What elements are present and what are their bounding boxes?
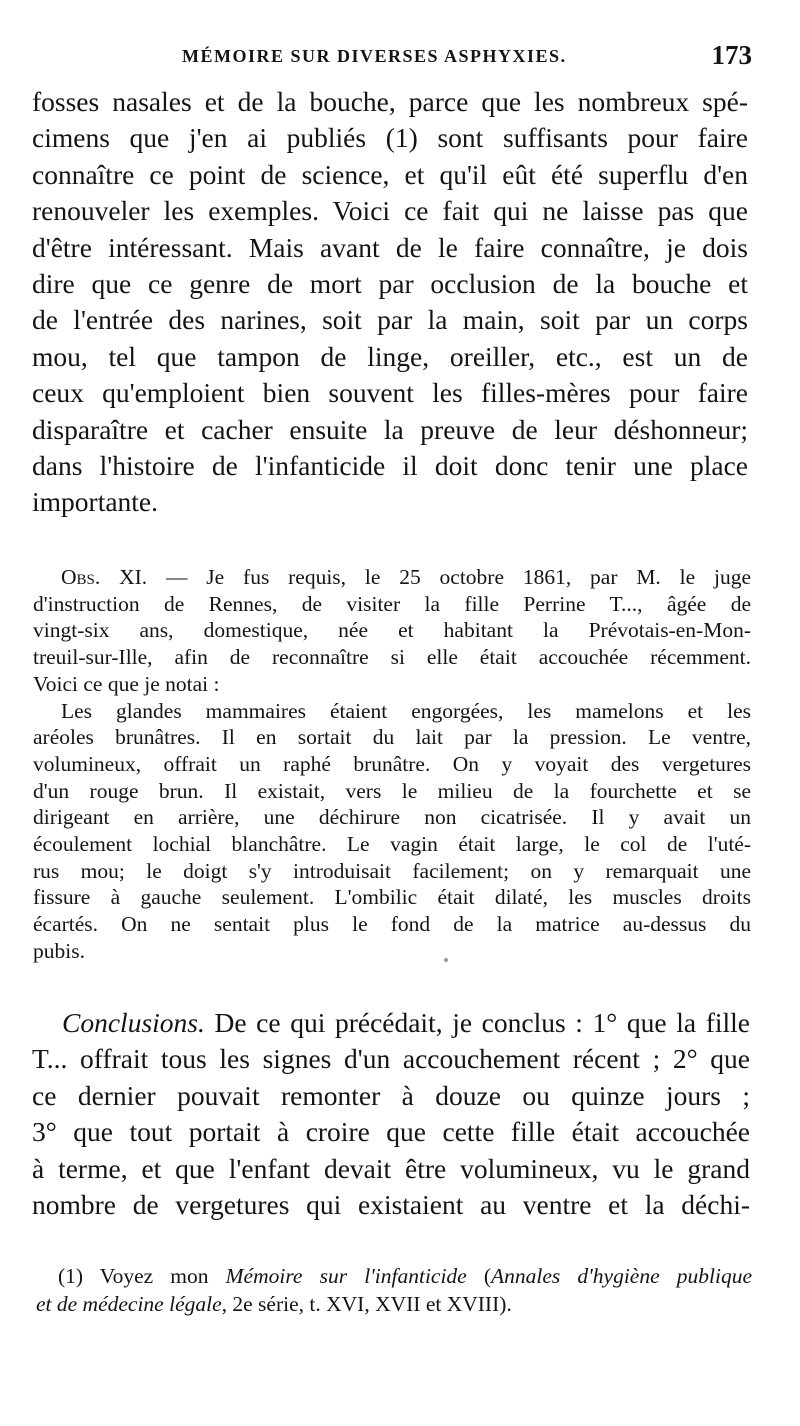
page-number: 173 bbox=[711, 40, 752, 70]
text-line: — Je fus requis, le 25 octobre 1861, par M. le juge bbox=[165, 565, 751, 589]
text-line: volumineux, offrait un raphé brunâtre. On y voyait des vergetures bbox=[33, 751, 751, 776]
text-line: De ce qui précédait, je conclus : 1° que la fille bbox=[214, 1007, 750, 1038]
conclusion-label: Conclusions. bbox=[62, 1007, 205, 1038]
text-line: vingt-six ans, domestique, née et habitant la Prévotais-en-Mon- bbox=[33, 618, 751, 643]
text-line: rus mou; le doigt s'y introduisait facilement; on y remarquait une bbox=[33, 858, 751, 883]
text-line: d'instruction de Rennes, de visiter la fille Perrine T..., âgée de bbox=[33, 591, 751, 616]
text-line: fosses nasales et de la bouche, parce que les nombreux spé- bbox=[32, 86, 748, 117]
text-line: connaître ce point de science, et qu'il eût été superflu d'en bbox=[32, 158, 748, 190]
text-line: Les glandes mammaires étaient engorgées, les mamelons et les bbox=[61, 698, 751, 723]
text-line: pubis. bbox=[33, 938, 85, 963]
text-line: dire que ce genre de mort par occlusion de la bouche et bbox=[32, 268, 748, 300]
footnote-line-2 bbox=[36, 1291, 752, 1319]
footnote-paren: ( bbox=[466, 1264, 492, 1288]
text-line: 3° que tout portait à croire que cette fille était accouchée bbox=[32, 1116, 750, 1148]
text-line: à terme, et que l'enfant devait être volumineux, vu le grand bbox=[32, 1152, 750, 1184]
opening-paragraph bbox=[32, 84, 748, 521]
running-head bbox=[62, 40, 752, 74]
text-line: Voici ce que je notai : bbox=[33, 671, 220, 696]
text-line: nombre de vergetures qui existaient au ventre et la déchi- bbox=[32, 1189, 750, 1221]
text-line: ce dernier pouvait remonter à douze ou quinze jours ; bbox=[32, 1079, 750, 1111]
text-line: importante. bbox=[32, 486, 159, 518]
footnote-journal: Annales d'hygiène publique bbox=[491, 1264, 752, 1288]
text-line: T... offrait tous les signes d'un accouchement récent ; 2° que bbox=[32, 1043, 750, 1075]
ink-speck bbox=[444, 958, 448, 962]
text-line: écartés. On ne sentait plus le fond de la matrice au-dessus du bbox=[33, 912, 751, 937]
footnote-marker: (1) Voyez mon bbox=[58, 1264, 226, 1288]
text-line: fissure à gauche seulement. L'ombilic était dilaté, les muscles droits bbox=[33, 885, 751, 910]
text-line: treuil-sur-Ille, afin de reconnaître si elle était accouchée récemment. bbox=[33, 645, 751, 670]
observation-label: Obs. XI. bbox=[61, 565, 148, 589]
text-line: aréoles brunâtres. Il en sortait du lait par la pression. Le ventre, bbox=[33, 725, 751, 750]
footnote-work-title: Mémoire sur l'infanticide bbox=[225, 1264, 467, 1288]
text-line: cimens que j'en ai publiés (1) sont suffisants pour faire bbox=[32, 122, 748, 154]
text-line: disparaître et cacher ensuite la preuve de leur déshonneur; bbox=[32, 413, 748, 445]
text-line: d'être intéressant. Mais avant de le faire connaître, je dois bbox=[32, 231, 748, 263]
conclusion-paragraph bbox=[32, 1005, 750, 1223]
text-line: ceux qu'emploient bien souvent les filles-mères pour faire bbox=[32, 377, 748, 409]
text-line: mou, tel que tampon de linge, oreiller, etc., est un de bbox=[32, 340, 748, 372]
running-title: MÉMOIRE SUR DIVERSES ASPHYXIES. bbox=[182, 46, 567, 66]
conclusion-first-line bbox=[32, 1005, 750, 1041]
footnote-journal-cont: et de médecine légale bbox=[36, 1291, 222, 1316]
text-line: d'un rouge brun. Il existait, vers le milieu de la fourchette et se bbox=[33, 778, 751, 803]
footnote bbox=[36, 1263, 752, 1318]
observation-first-line bbox=[33, 564, 751, 591]
text-line: de l'entrée des narines, soit par la main, soit par un corps bbox=[32, 304, 748, 336]
footnote-series: , 2e série, t. XVI, XVII et XVIII). bbox=[221, 1291, 512, 1316]
text-line: renouveler les exemples. Voici ce fait qui ne laisse pas que bbox=[32, 195, 748, 227]
text-line: dans l'histoire de l'infanticide il doit donc tenir une place bbox=[32, 450, 748, 482]
text-line: dirigeant en arrière, une déchirure non cicatrisée. Il y avait un bbox=[33, 805, 751, 830]
text-line: écoulement lochial blanchâtre. Le vagin était large, le col de l'uté- bbox=[33, 832, 751, 857]
observation-block bbox=[33, 564, 751, 965]
footnote-line-1 bbox=[36, 1263, 752, 1291]
